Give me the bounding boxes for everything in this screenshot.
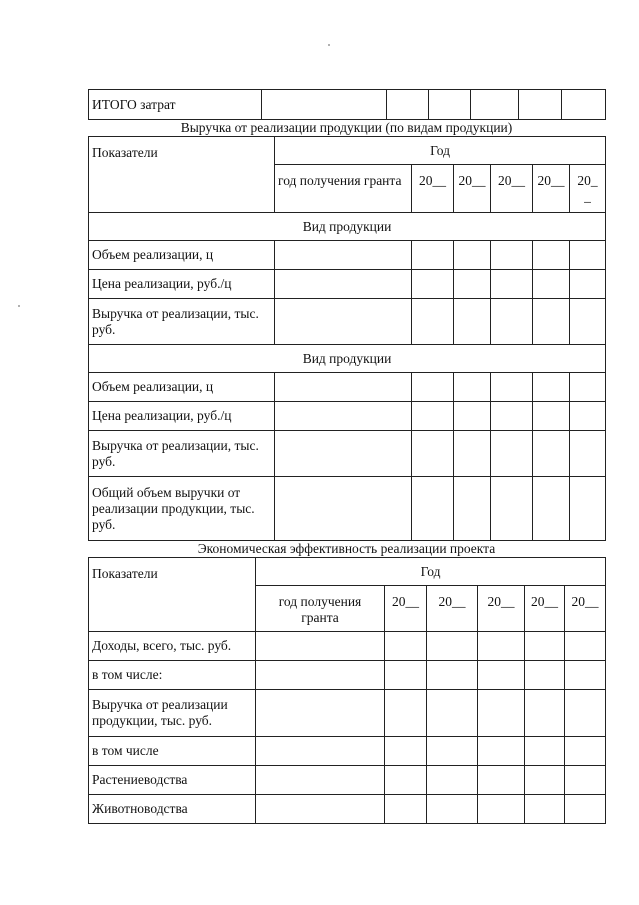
table-cell	[525, 690, 565, 737]
table-cell	[565, 632, 606, 661]
row-label: Цена реализации, руб./ц	[89, 270, 275, 299]
table-cell	[525, 661, 565, 690]
table-cell	[256, 661, 385, 690]
row-label: Растениеводства	[89, 766, 256, 795]
table-cell	[454, 431, 491, 477]
year-header: 20__	[454, 165, 491, 213]
table-cell	[491, 270, 533, 299]
table-cell	[412, 431, 454, 477]
table-cell	[256, 795, 385, 824]
table-cell	[412, 402, 454, 431]
table-cell	[385, 690, 427, 737]
table-cell	[570, 299, 606, 345]
table-cell	[491, 373, 533, 402]
table-cell	[478, 766, 525, 795]
total-costs-label: ИТОГО затрат	[89, 90, 262, 120]
grant-year-header: год получения гранта	[256, 586, 385, 632]
table-cell	[491, 299, 533, 345]
table-cell	[275, 402, 412, 431]
row-label: Выручка от реализации продукции, тыс. руб.	[89, 690, 256, 737]
table-cell	[412, 477, 454, 541]
table-cell	[454, 477, 491, 541]
year-header: 20__	[533, 165, 570, 213]
table-cell	[385, 766, 427, 795]
table-cell	[454, 373, 491, 402]
table-cell	[491, 431, 533, 477]
year-header: 20__	[412, 165, 454, 213]
table-cell	[533, 373, 570, 402]
table-cell	[454, 402, 491, 431]
table-cell	[533, 402, 570, 431]
table-cell	[519, 90, 562, 120]
year-header: 20__	[565, 586, 606, 632]
table-cell	[478, 690, 525, 737]
efficiency-caption: Экономическая эффективность реализации проекта	[197, 541, 496, 556]
table-cell	[256, 690, 385, 737]
row-label: Объем реализации, ц	[89, 241, 275, 270]
header-year: Год	[256, 558, 606, 586]
grant-year-header: год получения гранта	[275, 165, 412, 213]
table-cell	[275, 270, 412, 299]
table-cell	[412, 299, 454, 345]
year-header: 20__	[491, 165, 533, 213]
table-cell	[385, 737, 427, 766]
table-cell	[275, 431, 412, 477]
table-cell	[275, 477, 412, 541]
header-year: Год	[275, 137, 606, 165]
table-cell	[256, 766, 385, 795]
table-cell	[565, 737, 606, 766]
table-cell	[478, 737, 525, 766]
table-cell	[565, 795, 606, 824]
year-header: 20__	[427, 586, 478, 632]
table-cell	[385, 795, 427, 824]
table-cell	[275, 299, 412, 345]
table-cell	[570, 241, 606, 270]
table-cell	[565, 690, 606, 737]
table-cell	[533, 477, 570, 541]
row-label: Выручка от реализации, тыс. руб.	[89, 299, 275, 345]
table-cell	[491, 477, 533, 541]
table-cell	[570, 402, 606, 431]
row-label: в том числе:	[89, 661, 256, 690]
table-cell	[478, 661, 525, 690]
table-cell	[565, 766, 606, 795]
year-header: 20__	[385, 586, 427, 632]
table-cell	[570, 270, 606, 299]
table-cell	[387, 90, 429, 120]
table-cell	[427, 737, 478, 766]
table-cell	[412, 270, 454, 299]
row-label: Доходы, всего, тыс. руб.	[89, 632, 256, 661]
year-header: 20__	[525, 586, 565, 632]
header-indicators: Показатели	[89, 558, 256, 632]
year-header: 20_ _	[570, 165, 606, 213]
table-cell	[570, 373, 606, 402]
row-label: Общий объем выручки от реализации продукции, тыс. руб.	[89, 477, 275, 541]
revenue-table	[88, 136, 606, 541]
table-cell	[454, 241, 491, 270]
table-cell	[525, 766, 565, 795]
table-cell	[525, 737, 565, 766]
table-cell	[385, 632, 427, 661]
table-cell	[275, 373, 412, 402]
table-cell	[533, 299, 570, 345]
table-cell	[533, 241, 570, 270]
cost-total-table	[88, 89, 606, 120]
table-cell	[412, 241, 454, 270]
table-cell	[412, 373, 454, 402]
table-cell	[427, 795, 478, 824]
table-cell	[533, 270, 570, 299]
table-cell	[491, 402, 533, 431]
table-cell	[385, 661, 427, 690]
table-cell	[256, 632, 385, 661]
table-cell	[491, 241, 533, 270]
table-cell	[256, 737, 385, 766]
scan-speck	[328, 44, 330, 46]
efficiency-table	[88, 557, 606, 824]
table-cell	[454, 270, 491, 299]
table-cell	[427, 690, 478, 737]
table-cell	[471, 90, 519, 120]
row-label: в том числе	[89, 737, 256, 766]
table-cell	[478, 632, 525, 661]
row-label: Объем реализации, ц	[89, 373, 275, 402]
row-label: Цена реализации, руб./ц	[89, 402, 275, 431]
header-indicators: Показатели	[89, 137, 275, 213]
table-cell	[525, 795, 565, 824]
product-type-row: Вид продукции	[89, 213, 606, 241]
table-cell	[427, 632, 478, 661]
row-label: Животноводства	[89, 795, 256, 824]
year-header: 20__	[478, 586, 525, 632]
table-cell	[565, 661, 606, 690]
table-cell	[429, 90, 471, 120]
table-cell	[478, 795, 525, 824]
table-cell	[525, 632, 565, 661]
table-cell	[533, 431, 570, 477]
table-cell	[427, 661, 478, 690]
row-label: Выручка от реализации, тыс. руб.	[89, 431, 275, 477]
table-cell	[570, 477, 606, 541]
revenue-caption: Выручка от реализации продукции (по видам продукции)	[180, 120, 513, 135]
scan-speck	[18, 305, 20, 307]
product-type-row: Вид продукции	[89, 345, 606, 373]
table-cell	[275, 241, 412, 270]
table-cell	[427, 766, 478, 795]
table-cell	[570, 431, 606, 477]
table-cell	[562, 90, 606, 120]
table-cell	[454, 299, 491, 345]
table-cell	[262, 90, 387, 120]
